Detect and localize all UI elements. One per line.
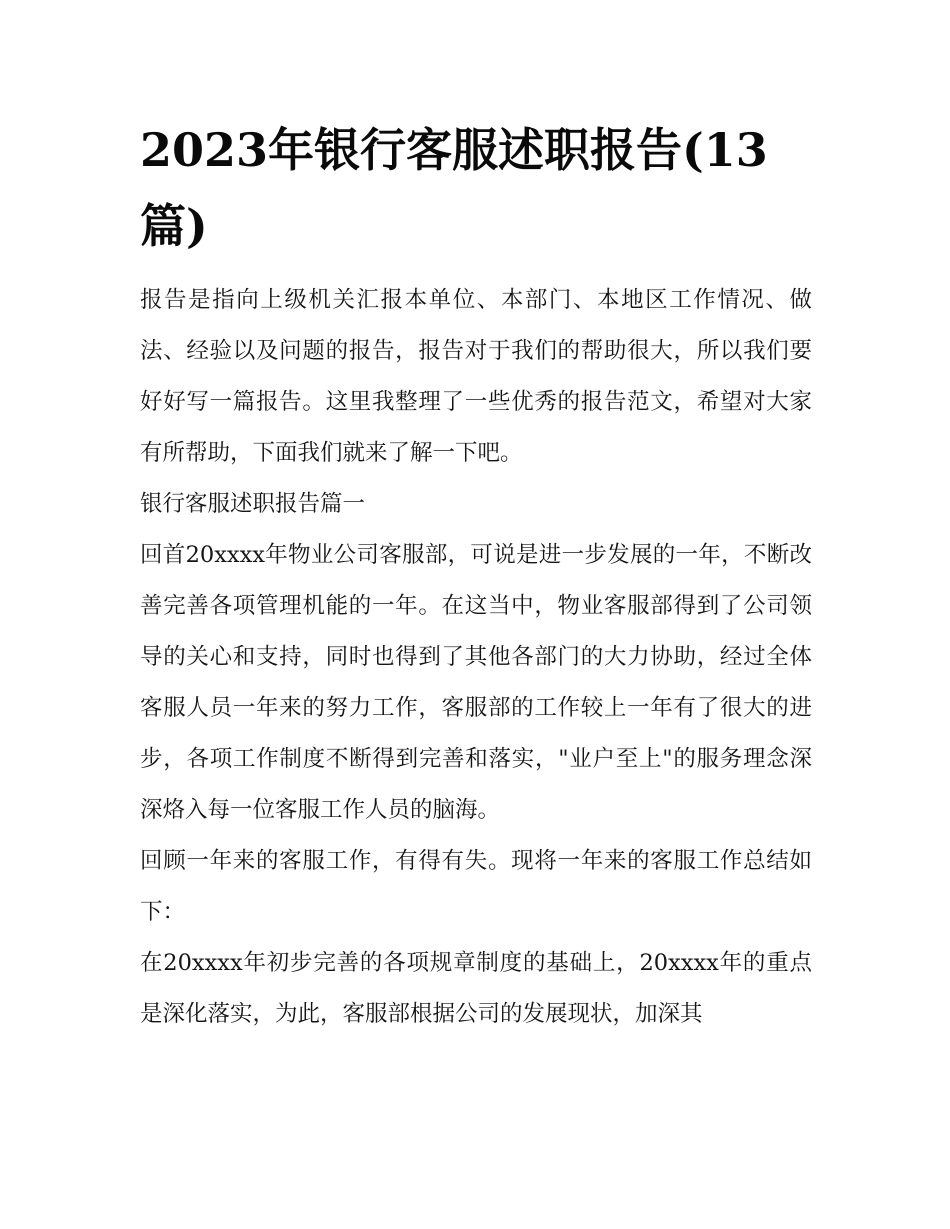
document-title: 2023年银行客服述职报告(13篇) (140, 123, 768, 253)
document-body (140, 275, 812, 1040)
summary-intro-paragraph: 回顾一年来的客服工作，有得有失。现将一年来的客服工作总结如下： (140, 848, 812, 925)
review-paragraph: 回首20xxxx年物业公司客服部，可说是进一步发展的一年，不断改善完善各项管理机能的一年。在这当中，物业客服部得到了公司领导的关心和支持，同时也得到了其他各部门的大力协助，经过全体客服人员一年来的努力工作，客服部的工作较上一年有了很大的进步，各项工作制度不断得到完善和落实，"业户至上"的服务理念深深烙入每一位客服工作人员的脑海。 (140, 542, 812, 823)
section-heading: 银行客服述职报告篇一 (140, 491, 366, 517)
intro-paragraph: 报告是指向上级机关汇报本单位、本部门、本地区工作情况、做法、经验以及问题的报告，报告对于我们的帮助很大，所以我们要好好写一篇报告。这里我整理了一些优秀的报告范文，希望对大家有所帮助，下面我们就来了解一下吧。 (140, 287, 812, 466)
work-focus-paragraph: 在20xxxx年初步完善的各项规章制度的基础上，20xxxx年的重点是深化落实，为此，客服部根据公司的发展现状，加深其 (140, 950, 812, 1027)
